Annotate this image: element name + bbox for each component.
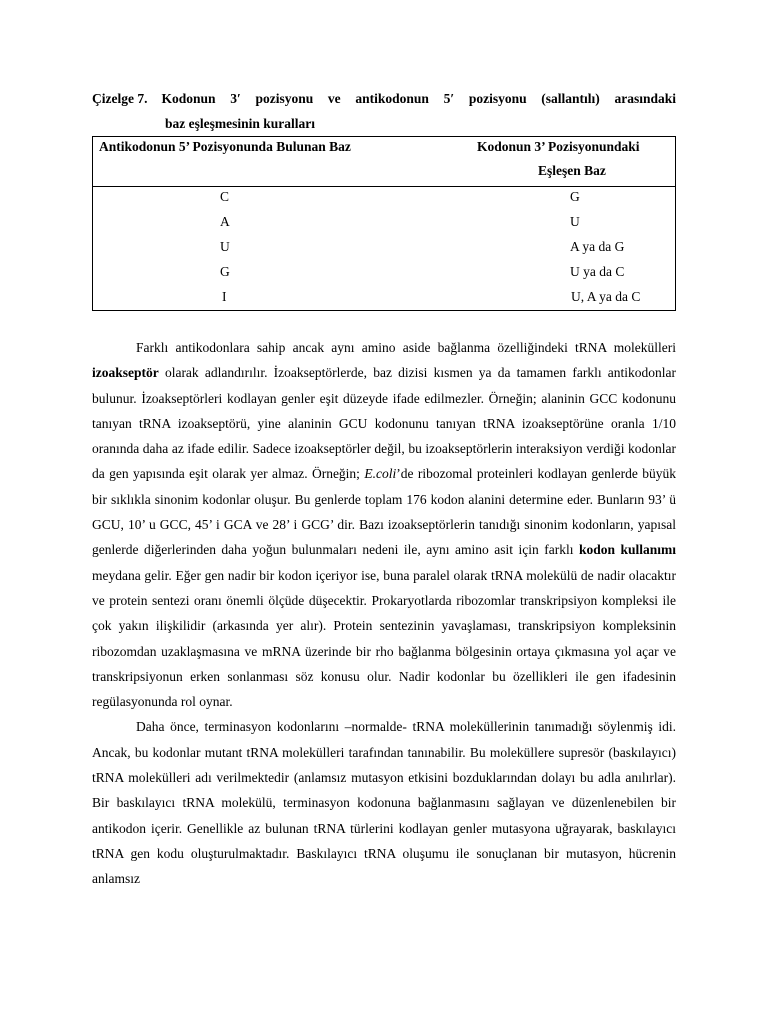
term-ecoli: E.coli [364, 466, 397, 482]
cell-codon-g: G [570, 189, 580, 204]
paragraph-isoacceptors [92, 335, 676, 714]
body-text [92, 335, 676, 892]
cell-anticodon-c: C [220, 189, 230, 204]
cell-anticodon-i: I [222, 289, 227, 304]
cell-anticodon-u: U [220, 239, 230, 254]
cell-anticodon-g: G [220, 264, 230, 279]
term-izoakseptor: izoakseptör [92, 365, 159, 381]
cell-anticodon-a: A [220, 214, 230, 229]
table-caption [92, 86, 676, 136]
cell-codon-u-or-c: U ya da C [570, 264, 625, 279]
paragraph-1-text-1: Farklı antikodonlara sahip ancak aynı amino aside bağlanma özelliğindeki tRNA molekülleri [136, 340, 676, 355]
paragraph-1-text-4: meydana gelir. Eğer gen nadir bir kodon içeriyor ise, buna paralel olarak tRNA molekülü de nadir olacaktır ve protein sentezi oranı önemli ölçüde düşecektir. Prokaryotlarda ribozomlar transkripsiyon kompleksi ile çok yakın ilişkilidir (arkasında yer alır). Protein sentezinin yavaşlaması, transkripsiyon kompleksinin ribozomdan uzaklaşmasına ve mRNA üzerinde bir rho bağlanma bölgesinin ortaya çıkmasına yol açar ve transkripsiyonun erken sonlanması söz konusu olur. Nadir kodonlar bu özellikleri ile gen ifadesinin regülasyonunda rol oynar. [92, 567, 676, 710]
base-pairing-table [92, 136, 676, 311]
cell-codon-u: U [570, 214, 580, 229]
caption-title-line-1: Kodonun 3′ pozisyonu ve antikodonun 5′ pozisyonu (sallantılı) arasındaki [161, 91, 676, 106]
paragraph-1-text-2: olarak adlandırılır. İzoakseptörlerde, baz dizisi kısmen ya da tamamen farklı antikodonlar bulunur. İzoakseptörleri kodlayan genler eşit düzeyde ifade edilmezler. Örneğin; alaninin GCC kodonunu tanıyan tRNA izoakseptörü, yine alaninin GCU kodonunu tanıyan tRNA izoakseptörüne oranla 1/10 oranında daha az ifade edilir. Sadece izoakseptörler değil, bu izoakseptörlerin interaksiyon verdiği kodonlar da gen yapısında eşit olarak yer almaz. Örneğin; [92, 365, 676, 482]
paragraph-suppressor-trna: Daha önce, terminasyon kodonlarını –normalde- tRNA moleküllerinin tanımadığı söylenmiş idi. Ancak, bu kodonlar mutant tRNA molekülleri tarafından tanınabilir. Bu moleküllere supresör (baskılayıcı) tRNA molekülleri adı verilmektedir (anlamsız mutasyon etkisini bozduklarından dolayı bu adla anılırlar). Bir baskılayıcı tRNA molekülü, terminasyon kodonuna bağlanmasını sağlayan ve düzenlenebilen bir antikodon içerir. Genellikle az bulunan tRNA türlerini kodlayan genler mutasyona uğrayarak, baskılayıcı tRNA gen kodu oluşturulmaktadır. Baskılayıcı tRNA oluşumu ile sonuçlanan bir mutasyon, hücrenin anlamsız [92, 719, 676, 887]
header-codon-3-position: Kodonun 3’ Pozisyonundaki [477, 139, 640, 154]
table-header-divider [93, 186, 675, 187]
caption-title-line-2: baz eşleşmesinin kuralları [165, 116, 316, 131]
caption-label: Çizelge 7. [92, 91, 148, 106]
cell-codon-u-a-or-c: U, A ya da C [571, 289, 641, 304]
term-kodon-kullanimi: kodon kullanımı [578, 542, 676, 558]
paragraph-1-text-3: ’de ribozomal proteinleri kodlayan genlerde büyük bir sıklıkla sinonim kodonlar oluşur. Bu genlerde toplam 176 kodon alanini determine eder. Bunların 93’ ü GCU, 10’ u GCC, 45’ i GCA ve 28’ i GCG’ dir. Bazı izoakseptörlerin tanıdığı sinonim kodonların, yapısal genlerde diğerlerinden daha yoğun bulunmaları nedeni ile, aynı amino asit için farklı [92, 466, 677, 558]
header-codon-3-position-line-2: Eşleşen Baz [538, 163, 606, 178]
header-anticodon-5-position: Antikodonun 5’ Pozisyonunda Bulunan Baz [99, 139, 351, 154]
cell-codon-a-or-g: A ya da G [570, 239, 625, 254]
caption-line-1 [92, 86, 676, 111]
